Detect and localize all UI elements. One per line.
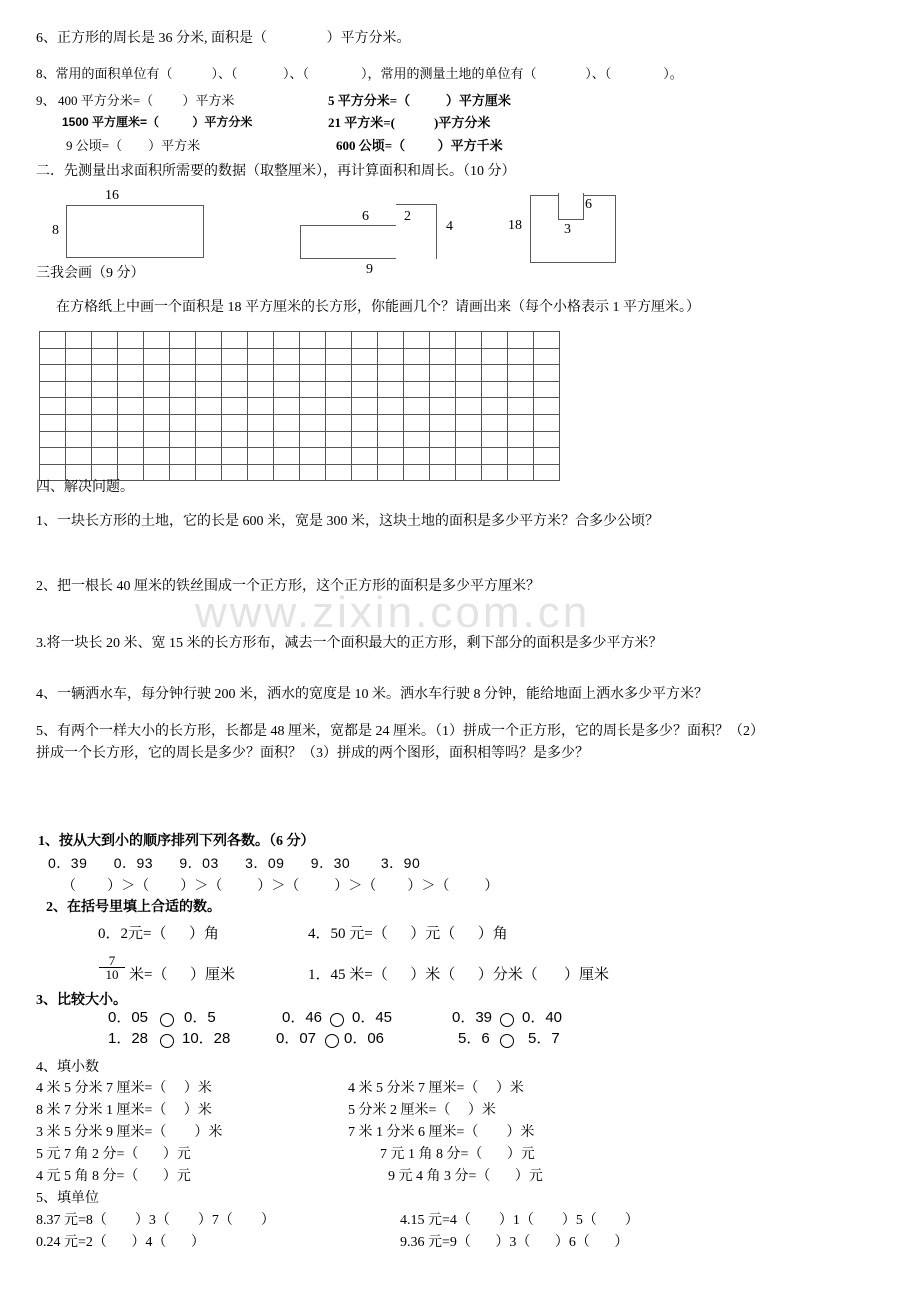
grid-cell[interactable] xyxy=(404,431,430,448)
grid-cell[interactable] xyxy=(352,365,378,382)
grid-cell[interactable] xyxy=(456,431,482,448)
grid-cell[interactable] xyxy=(456,448,482,465)
grid-cell[interactable] xyxy=(40,365,66,382)
fraction-numerator: 7 xyxy=(108,953,116,968)
grid-cell[interactable] xyxy=(482,448,508,465)
compare-2-2-left: 0．07 xyxy=(276,1030,317,1047)
grid-cell[interactable] xyxy=(66,381,92,398)
compare-circle-icon[interactable] xyxy=(325,1034,339,1048)
grid-cell[interactable] xyxy=(92,381,118,398)
grid-cell[interactable] xyxy=(378,448,404,465)
grid-cell[interactable] xyxy=(482,414,508,431)
grid-cell[interactable] xyxy=(508,398,534,415)
grid-cell[interactable] xyxy=(170,381,196,398)
q5-row-1-left: 8.37 元=8（ ）3（ ）7（ ） xyxy=(36,1213,275,1228)
grid-cell[interactable] xyxy=(352,398,378,415)
grid-cell[interactable] xyxy=(222,381,248,398)
grid-cell[interactable] xyxy=(144,464,170,481)
grid-cell[interactable] xyxy=(482,348,508,365)
decimal-q4-heading: 4、填小数 xyxy=(36,1060,99,1075)
decimal-q1-heading: 1、按从大到小的顺序排列下列各数。（6 分） xyxy=(38,834,315,849)
grid-cell[interactable] xyxy=(326,398,352,415)
grid-cell[interactable] xyxy=(66,398,92,415)
grid-cell[interactable] xyxy=(352,431,378,448)
watermark: www.zixin.com.cn xyxy=(195,588,591,637)
compare-1-1-left: 0．05 xyxy=(108,1009,149,1026)
grid-cell[interactable] xyxy=(118,381,144,398)
grid-cell[interactable] xyxy=(430,414,456,431)
grid-cell[interactable] xyxy=(534,348,560,365)
grid-cell[interactable] xyxy=(40,414,66,431)
section-three-prompt: 在方格纸上中画一个面积是 18 平方厘米的长方形，你能画几个？请画出来（每个小格表示 1 平方厘米。） xyxy=(56,300,700,315)
l-shape-top-right-label: 2 xyxy=(404,209,411,224)
grid-cell[interactable] xyxy=(300,448,326,465)
compare-circle-icon[interactable] xyxy=(330,1013,344,1027)
grid-cell[interactable] xyxy=(144,398,170,415)
grid-cell[interactable] xyxy=(248,448,274,465)
grid-cell[interactable] xyxy=(222,348,248,365)
l-shape-top-left-label: 6 xyxy=(362,209,369,224)
grid-cell[interactable] xyxy=(534,381,560,398)
grid-cell[interactable] xyxy=(300,464,326,481)
question-9-row-3-left: 9 公顷=（ ）平方米 xyxy=(66,138,201,153)
compare-2-2-right: 0．06 xyxy=(344,1030,385,1047)
grid-cell[interactable] xyxy=(40,381,66,398)
grid-cell[interactable] xyxy=(40,448,66,465)
grid-cell[interactable] xyxy=(430,398,456,415)
grid-cell[interactable] xyxy=(326,464,352,481)
grid-cell[interactable] xyxy=(456,348,482,365)
grid-cell[interactable] xyxy=(300,332,326,348)
grid-cell[interactable] xyxy=(300,348,326,365)
grid-cell[interactable] xyxy=(508,431,534,448)
grid-row xyxy=(40,414,560,431)
grid-cell[interactable] xyxy=(248,381,274,398)
grid-cell[interactable] xyxy=(508,414,534,431)
notched-rect-notch-right-label: 6 xyxy=(585,197,592,212)
compare-1-3-left: 0．39 xyxy=(452,1009,493,1026)
grid-cell[interactable] xyxy=(326,365,352,382)
grid-cell[interactable] xyxy=(300,414,326,431)
grid-cell[interactable] xyxy=(274,448,300,465)
grid-cell[interactable] xyxy=(40,398,66,415)
grid-cell[interactable] xyxy=(248,431,274,448)
fraction-denominator: 10 xyxy=(99,967,125,981)
q4-row-2-right: 5 分米 2 厘米=（ ）米 xyxy=(348,1103,496,1118)
grid-cell[interactable] xyxy=(482,381,508,398)
grid-row xyxy=(40,348,560,365)
compare-1-1-right: 0．5 xyxy=(184,1009,216,1026)
grid-cell[interactable] xyxy=(144,431,170,448)
q4-row-3-right: 7 米 1 分米 6 厘米=（ ）米 xyxy=(348,1125,535,1140)
grid-cell[interactable] xyxy=(534,398,560,415)
word-problem-5-line-1: 5、有两个一样大小的长方形，长都是 48 厘米，宽都是 24 厘米。（1）拼成一个正方形，它的周长是多少？面积？（2） xyxy=(36,724,764,739)
grid-cell[interactable] xyxy=(456,414,482,431)
grid-cell[interactable] xyxy=(430,431,456,448)
grid-cell[interactable] xyxy=(248,414,274,431)
compare-circle-icon[interactable] xyxy=(160,1034,174,1048)
grid-cell[interactable] xyxy=(456,332,482,348)
grid-row xyxy=(40,381,560,398)
grid-cell[interactable] xyxy=(352,381,378,398)
compare-2-1-right: 10．28 xyxy=(182,1030,231,1047)
grid-cell[interactable] xyxy=(508,464,534,481)
grid-cell[interactable] xyxy=(118,414,144,431)
grid-cell[interactable] xyxy=(222,464,248,481)
grid-cell[interactable] xyxy=(222,398,248,415)
decimal-q2-heading: 2、在括号里填上合适的数。 xyxy=(46,900,221,915)
grid-cell[interactable] xyxy=(118,332,144,348)
grid-cell[interactable] xyxy=(300,381,326,398)
grid-cell[interactable] xyxy=(170,348,196,365)
section-three-heading: 三我会画（9 分） xyxy=(36,266,145,281)
grid-cell[interactable] xyxy=(92,431,118,448)
question-9-row-1-right: 5 平方分米=（ ）平方厘米 xyxy=(328,93,511,108)
grid-cell[interactable] xyxy=(196,398,222,415)
grid-cell[interactable] xyxy=(144,348,170,365)
grid-cell[interactable] xyxy=(404,365,430,382)
grid-cell[interactable] xyxy=(144,448,170,465)
decimal-q1-numbers: 0．39 0．93 9．03 3．09 9．30 3．90 xyxy=(48,855,421,871)
grid-cell[interactable] xyxy=(144,332,170,348)
grid-cell[interactable] xyxy=(352,448,378,465)
grid-cell[interactable] xyxy=(196,381,222,398)
grid-cell[interactable] xyxy=(274,414,300,431)
question-9-row-1-left: 400 平方分米=（ ）平方米 xyxy=(58,93,235,108)
q4-row-5-left: 4 元 5 角 8 分=（ ）元 xyxy=(36,1169,191,1184)
compare-1-2-right: 0．45 xyxy=(352,1009,393,1026)
grid-cell[interactable] xyxy=(40,332,66,348)
q4-row-2-left: 8 米 7 分米 1 厘米=（ ）米 xyxy=(36,1103,212,1118)
grid-cell[interactable] xyxy=(66,348,92,365)
grid-cell[interactable] xyxy=(456,381,482,398)
grid-cell[interactable] xyxy=(404,414,430,431)
grid-cell[interactable] xyxy=(196,448,222,465)
grid-cell[interactable] xyxy=(534,464,560,481)
grid-cell[interactable] xyxy=(378,414,404,431)
notch-cutout xyxy=(558,193,584,220)
grid-table xyxy=(40,332,560,481)
grid-cell[interactable] xyxy=(196,365,222,382)
grid-cell[interactable] xyxy=(248,348,274,365)
grid-cell[interactable] xyxy=(378,348,404,365)
grid-cell[interactable] xyxy=(508,365,534,382)
decimal-q3-heading: 3、比较大小。 xyxy=(36,993,127,1008)
grid-cell[interactable] xyxy=(222,448,248,465)
grid-cell[interactable] xyxy=(404,464,430,481)
compare-circle-icon[interactable] xyxy=(500,1013,514,1027)
grid-cell[interactable] xyxy=(534,365,560,382)
grid-cell[interactable] xyxy=(144,365,170,382)
grid-cell[interactable] xyxy=(248,398,274,415)
grid-cell[interactable] xyxy=(274,398,300,415)
compare-1-3-right: 0．40 xyxy=(522,1009,563,1026)
grid-cell[interactable] xyxy=(508,381,534,398)
grid-cell[interactable] xyxy=(430,348,456,365)
grid-cell[interactable] xyxy=(430,464,456,481)
l-shape-seam-mask xyxy=(397,224,436,227)
grid-cell[interactable] xyxy=(326,332,352,348)
word-problem-1: 1、一块长方形的土地，它的长是 600 米，宽是 300 米，这块土地的面积是多少平方米？合多少公顷？ xyxy=(36,514,659,529)
grid-cell[interactable] xyxy=(430,448,456,465)
grid-cell[interactable] xyxy=(456,365,482,382)
q4-row-1-left: 4 米 5 分米 7 厘米=（ ）米 xyxy=(36,1081,212,1096)
grid-cell[interactable] xyxy=(300,431,326,448)
compare-circle-icon[interactable] xyxy=(500,1034,514,1048)
grid-cell[interactable] xyxy=(170,365,196,382)
grid-cell[interactable] xyxy=(378,381,404,398)
decimal-q2-row2-left: 米=（ ）厘米 xyxy=(129,967,235,983)
grid-cell[interactable] xyxy=(196,431,222,448)
rectangle-left-label: 8 xyxy=(52,223,59,238)
decimal-q2-row2-right: 1．45 米=（ ）米（ ）分米（ ）厘米 xyxy=(308,967,609,983)
grid-cell[interactable] xyxy=(326,431,352,448)
grid-cell[interactable] xyxy=(248,332,274,348)
grid-cell[interactable] xyxy=(40,348,66,365)
grid-cell[interactable] xyxy=(170,464,196,481)
grid-cell[interactable] xyxy=(170,332,196,348)
grid-cell[interactable] xyxy=(170,414,196,431)
fraction-seven-tenths xyxy=(99,954,125,982)
grid-cell[interactable] xyxy=(404,348,430,365)
rectangle-top-label: 16 xyxy=(105,188,119,203)
grid-cell[interactable] xyxy=(92,414,118,431)
grid-cell[interactable] xyxy=(300,398,326,415)
grid-cell[interactable] xyxy=(196,464,222,481)
grid-row xyxy=(40,448,560,465)
question-8: 8、常用的面积单位有（ ）、（ ）、（ ），常用的测量土地的单位有（ ）、（ ）。 xyxy=(36,66,683,81)
grid-cell[interactable] xyxy=(508,448,534,465)
grid-cell[interactable] xyxy=(66,365,92,382)
grid-cell[interactable] xyxy=(274,381,300,398)
grid-cell[interactable] xyxy=(118,365,144,382)
grid-cell[interactable] xyxy=(144,414,170,431)
grid-cell[interactable] xyxy=(352,414,378,431)
section-four-heading: 四、解决问题。 xyxy=(36,480,134,495)
question-6: 6、正方形的周长是 36 分米, 面积是（ ）平方分米。 xyxy=(36,31,411,46)
grid-cell[interactable] xyxy=(352,348,378,365)
grid-cell[interactable] xyxy=(118,398,144,415)
grid-cell[interactable] xyxy=(66,332,92,348)
grid-cell[interactable] xyxy=(66,448,92,465)
grid-cell[interactable] xyxy=(274,348,300,365)
question-9-row-2-right: 21 平方米=( )平方分米 xyxy=(328,115,491,130)
compare-1-2-left: 0．46 xyxy=(282,1009,323,1026)
l-shape-right-edge xyxy=(396,225,437,259)
word-problem-5-line-2: 拼成一个长方形，它的周长是多少？面积？（3）拼成的两个图形，面积相等吗？是多少？ xyxy=(36,746,589,761)
decimal-q2-row1-right: 4．50 元=（ ）元（ ）角 xyxy=(308,926,508,942)
grid-cell[interactable] xyxy=(404,332,430,348)
grid-cell[interactable] xyxy=(92,398,118,415)
grid-cell[interactable] xyxy=(274,332,300,348)
grid-cell[interactable] xyxy=(378,464,404,481)
l-shape-bottom-label: 9 xyxy=(366,262,373,277)
grid-cell[interactable] xyxy=(274,365,300,382)
grid-cell[interactable] xyxy=(222,332,248,348)
q4-row-1-right: 4 米 5 分米 7 厘米=（ ）米 xyxy=(348,1081,524,1096)
word-problem-4: 4、一辆洒水车，每分钟行驶 200 米，洒水的宽度是 10 米。洒水车行驶 8 分钟，能给地面上洒水多少平方米？ xyxy=(36,687,708,702)
section-two-heading: 二．先测量出求面积所需要的数据（取整厘米），再计算面积和周长。（10 分） xyxy=(36,164,516,179)
grid-cell[interactable] xyxy=(482,365,508,382)
compare-2-3-left: 5．6 xyxy=(458,1030,490,1047)
grid-cell[interactable] xyxy=(92,448,118,465)
grid-cell[interactable] xyxy=(326,348,352,365)
q4-row-4-right: 7 元 1 角 8 分=（ ）元 xyxy=(380,1147,535,1162)
grid-row xyxy=(40,431,560,448)
grid-cell[interactable] xyxy=(508,348,534,365)
grid-cell[interactable] xyxy=(274,464,300,481)
grid-cell[interactable] xyxy=(144,381,170,398)
decimal-q5-heading: 5、填单位 xyxy=(36,1191,99,1206)
grid-cell[interactable] xyxy=(92,332,118,348)
grid-cell[interactable] xyxy=(352,464,378,481)
compare-circle-icon[interactable] xyxy=(160,1013,174,1027)
grid-cell[interactable] xyxy=(534,448,560,465)
decimal-q1-blanks: （ ）＞（ ）＞（ ）＞（ ）＞（ ）＞（ ） xyxy=(62,877,499,893)
grid-cell[interactable] xyxy=(534,431,560,448)
grid-cell[interactable] xyxy=(222,414,248,431)
grid-paper[interactable] xyxy=(39,331,560,481)
compare-2-1-left: 1．28 xyxy=(108,1030,149,1047)
grid-cell[interactable] xyxy=(534,332,560,348)
grid-cell[interactable] xyxy=(456,398,482,415)
grid-cell[interactable] xyxy=(196,332,222,348)
rectangle-outline xyxy=(66,205,204,258)
grid-cell[interactable] xyxy=(118,448,144,465)
notched-rect-left-label: 18 xyxy=(508,218,522,233)
q5-row-2-right: 9.36 元=9（ ）3（ ）6（ ） xyxy=(400,1235,629,1250)
question-9-row-2-left: 1500 平方厘米=（ ）平方分米 xyxy=(62,115,253,129)
grid-cell[interactable] xyxy=(92,365,118,382)
grid-cell[interactable] xyxy=(326,414,352,431)
grid-cell[interactable] xyxy=(248,464,274,481)
grid-cell[interactable] xyxy=(430,365,456,382)
grid-cell[interactable] xyxy=(222,365,248,382)
grid-cell[interactable] xyxy=(482,431,508,448)
grid-row xyxy=(40,332,560,348)
grid-cell[interactable] xyxy=(534,414,560,431)
grid-cell[interactable] xyxy=(482,332,508,348)
grid-row xyxy=(40,398,560,415)
grid-cell[interactable] xyxy=(118,348,144,365)
grid-cell[interactable] xyxy=(274,431,300,448)
grid-cell[interactable] xyxy=(352,332,378,348)
q5-row-1-right: 4.15 元=4（ ）1（ ）5（ ） xyxy=(400,1213,639,1228)
notched-rect-notch-bottom-label: 3 xyxy=(564,222,571,237)
grid-cell[interactable] xyxy=(326,381,352,398)
grid-cell[interactable] xyxy=(222,431,248,448)
grid-cell[interactable] xyxy=(482,398,508,415)
word-problem-2: 2、把一根长 40 厘米的铁丝围成一个正方形，这个正方形的面积是多少平方厘米？ xyxy=(36,579,540,594)
grid-cell[interactable] xyxy=(404,381,430,398)
grid-cell[interactable] xyxy=(404,398,430,415)
question-9-label: 9、 xyxy=(36,93,56,108)
notch-top-mask xyxy=(560,193,583,197)
question-9-row-3-right: 600 公顷=（ ）平方千米 xyxy=(336,138,503,153)
word-problem-3: 3.将一块长 20 米、宽 15 米的长方形布，减去一个面积最大的正方形，剩下部分的面积是多少平方米？ xyxy=(36,636,663,651)
grid-cell[interactable] xyxy=(248,365,274,382)
grid-cell[interactable] xyxy=(456,464,482,481)
grid-row xyxy=(40,365,560,382)
grid-cell[interactable] xyxy=(66,431,92,448)
grid-cell[interactable] xyxy=(378,365,404,382)
grid-cell[interactable] xyxy=(378,332,404,348)
grid-cell[interactable] xyxy=(92,348,118,365)
grid-cell[interactable] xyxy=(378,398,404,415)
grid-cell[interactable] xyxy=(118,431,144,448)
grid-cell[interactable] xyxy=(170,448,196,465)
q5-row-2-left: 0.24 元=2（ ）4（ ） xyxy=(36,1235,205,1250)
q4-row-4-left: 5 元 7 角 2 分=（ ）元 xyxy=(36,1147,191,1162)
q4-row-3-left: 3 米 5 分米 9 厘米=（ ）米 xyxy=(36,1125,223,1140)
l-shape-riser xyxy=(396,204,437,226)
q4-row-5-right: 9 元 4 角 3 分=（ ）元 xyxy=(388,1169,543,1184)
grid-cell[interactable] xyxy=(430,332,456,348)
l-shape-right-label: 4 xyxy=(446,219,453,234)
grid-cell[interactable] xyxy=(170,431,196,448)
grid-cell[interactable] xyxy=(326,448,352,465)
grid-cell[interactable] xyxy=(404,448,430,465)
grid-cell[interactable] xyxy=(378,431,404,448)
grid-cell[interactable] xyxy=(430,381,456,398)
grid-cell[interactable] xyxy=(170,398,196,415)
grid-cell[interactable] xyxy=(482,464,508,481)
grid-cell[interactable] xyxy=(196,348,222,365)
grid-cell[interactable] xyxy=(66,414,92,431)
grid-cell[interactable] xyxy=(196,414,222,431)
decimal-q2-row1-left: 0．2元=（ ）角 xyxy=(98,926,219,942)
grid-cell[interactable] xyxy=(40,431,66,448)
grid-cell[interactable] xyxy=(300,365,326,382)
compare-2-3-right: 5．7 xyxy=(528,1030,560,1047)
grid-cell[interactable] xyxy=(508,332,534,348)
